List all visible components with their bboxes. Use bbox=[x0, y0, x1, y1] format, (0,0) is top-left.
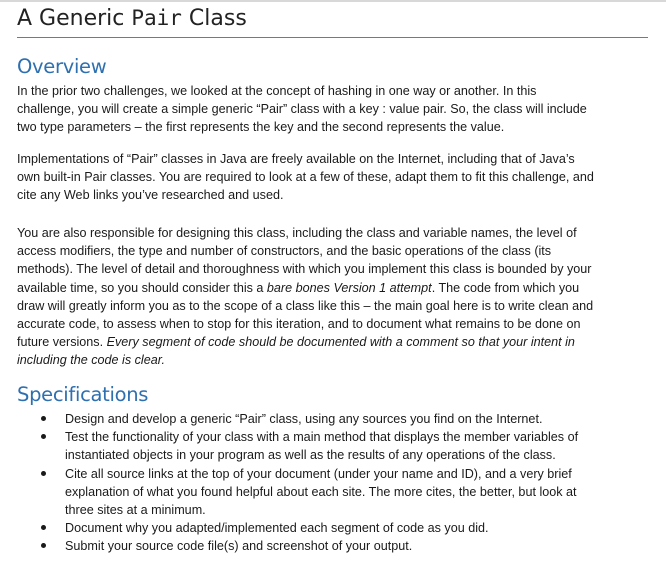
bullet-icon bbox=[41, 434, 46, 439]
specifications-heading: Specifications bbox=[17, 383, 149, 406]
text-line: challenge, you will create a simple generic “Pair” class with a key : value pair. So, the class will include bbox=[17, 102, 587, 117]
specifications-list bbox=[0, 410, 666, 556]
text-line bbox=[17, 279, 647, 297]
bullet-icon bbox=[41, 416, 46, 421]
text-line: Document why you adapted/implemented each segment of code as you did. bbox=[65, 521, 489, 536]
page-title bbox=[17, 6, 247, 31]
list-item bbox=[0, 519, 666, 537]
text-line: Submit your source code file(s) and screenshot of your output. bbox=[65, 539, 413, 554]
list-item bbox=[0, 428, 666, 464]
overview-paragraph-1 bbox=[17, 82, 647, 137]
italic-emphasis: bare bones Version 1 attempt bbox=[266, 280, 432, 295]
text-run: available time, so you should consider this a bbox=[17, 280, 267, 295]
text-line bbox=[17, 351, 647, 369]
overview-paragraph-3 bbox=[17, 224, 647, 370]
text-line: explanation of what you found helpful about each site. The more cites, the better, but look at bbox=[65, 484, 577, 499]
overview-heading: Overview bbox=[17, 55, 107, 78]
text-line: accurate code, to assess when to stop for this iteration, and to document what remains to be done on bbox=[17, 317, 581, 332]
text-line bbox=[17, 333, 647, 351]
italic-emphasis: Every segment of code should be documented with a comment so that your intent in bbox=[106, 335, 575, 350]
text-run: . The code from which you bbox=[431, 280, 580, 295]
text-line: two type parameters – the first represents the key and the second represents the value. bbox=[17, 120, 505, 135]
text-line: methods). The level of detail and thoroughness with which you implement this class is bounded by your bbox=[17, 262, 592, 277]
text-line: In the prior two challenges, we looked at the concept of hashing in one way or another. In this bbox=[17, 84, 537, 98]
text-line: Cite all source links at the top of your document (under your name and ID), and a very brief bbox=[65, 466, 572, 481]
bullet-icon bbox=[41, 471, 46, 476]
list-item bbox=[0, 465, 666, 520]
bullet-icon bbox=[41, 525, 46, 530]
text-line: three sites at a minimum. bbox=[65, 503, 206, 518]
title-underline bbox=[17, 37, 648, 38]
text-line: Test the functionality of your class with a main method that displays the member variables of bbox=[65, 430, 579, 445]
text-line: access modifiers, the type and number of constructors, and the basic operations of the class (its bbox=[17, 244, 552, 259]
title-suffix: Class bbox=[181, 6, 247, 31]
title-prefix: A Generic bbox=[17, 6, 132, 31]
bullet-icon bbox=[41, 543, 46, 548]
italic-emphasis: including the code is clear. bbox=[17, 353, 165, 368]
overview-paragraph-2 bbox=[17, 150, 647, 205]
text-line: You are also responsible for designing this class, including the class and variable names, the level of bbox=[17, 226, 577, 240]
text-line: draw will greatly inform you as to the scope of a class like this – the main goal here is to write clean and bbox=[17, 298, 594, 313]
text-run: future versions. bbox=[17, 335, 107, 350]
text-line: Design and develop a generic “Pair” class, using any sources you find on the Internet. bbox=[65, 412, 543, 426]
list-item bbox=[0, 537, 666, 555]
text-line: cite any Web links you’ve researched and used. bbox=[17, 188, 284, 203]
text-line: Implementations of “Pair” classes in Java are freely available on the Internet, including that of Java’s bbox=[17, 152, 575, 166]
top-border bbox=[0, 0, 666, 2]
title-code: Pair bbox=[131, 6, 182, 30]
list-item bbox=[0, 410, 666, 428]
text-line: own built-in Pair classes. You are required to look at a few of these, adapt them to fit this challenge, and bbox=[17, 170, 594, 185]
text-line: instantiated objects in your program as well as the results of any operations of the class. bbox=[65, 448, 556, 463]
